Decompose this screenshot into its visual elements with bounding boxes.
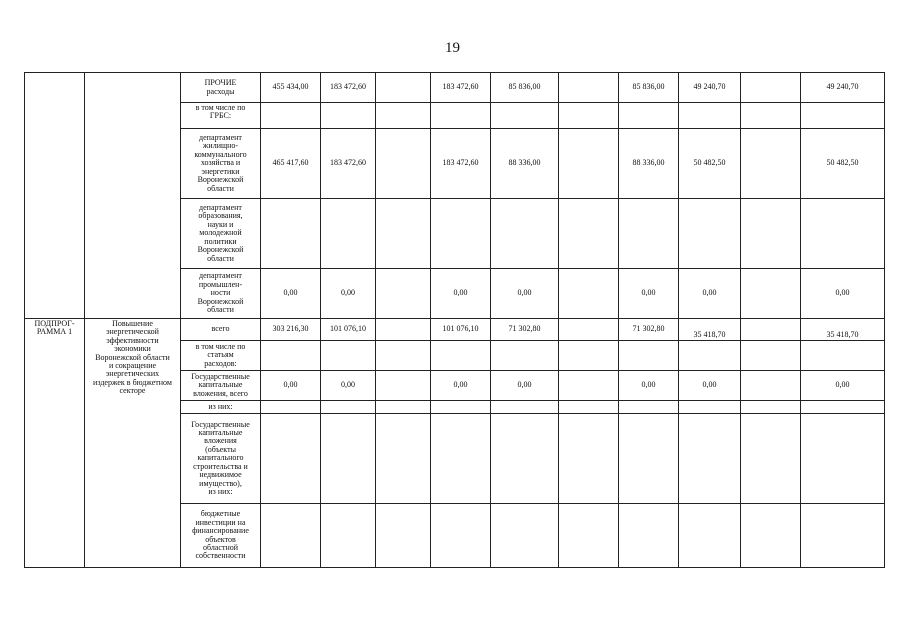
value-cell: 101 076,10 bbox=[321, 319, 376, 341]
value-cell bbox=[431, 401, 491, 414]
value-cell: 0,00 bbox=[801, 269, 885, 319]
value-cell: 0,00 bbox=[261, 371, 321, 401]
value-cell: 0,00 bbox=[619, 371, 679, 401]
value-cell bbox=[679, 199, 741, 269]
value-cell bbox=[559, 504, 619, 568]
value-cell: 0,00 bbox=[491, 371, 559, 401]
value-cell bbox=[321, 401, 376, 414]
value-cell bbox=[559, 199, 619, 269]
value-cell bbox=[741, 129, 801, 199]
value-cell bbox=[619, 341, 679, 371]
value-cell bbox=[619, 199, 679, 269]
value-cell: 455 434,00 bbox=[261, 73, 321, 103]
value-cell bbox=[431, 504, 491, 568]
value-cell bbox=[619, 414, 679, 504]
value-cell bbox=[376, 129, 431, 199]
value-cell bbox=[801, 103, 885, 129]
value-cell: 183 472,60 bbox=[321, 129, 376, 199]
row-label: департамент образования, науки и молодежной политики Воронежской области bbox=[181, 199, 261, 269]
value-cell: 88 336,00 bbox=[619, 129, 679, 199]
value-cell: 0,00 bbox=[261, 269, 321, 319]
value-cell: 85 836,00 bbox=[619, 73, 679, 103]
value-cell bbox=[376, 199, 431, 269]
value-cell bbox=[559, 414, 619, 504]
value-cell bbox=[321, 341, 376, 371]
value-cell bbox=[491, 414, 559, 504]
value-cell bbox=[261, 414, 321, 504]
value-cell: 35 418,70 bbox=[801, 319, 885, 341]
value-cell: 183 472,60 bbox=[321, 73, 376, 103]
subprogram-title: Повышение энергетической эффективности экономики Воронежской области и сокращение энергетических издержек в бюджетном секторе bbox=[85, 319, 181, 568]
row-label: департамент промышлен- ности Воронежской области bbox=[181, 269, 261, 319]
table-row bbox=[25, 73, 885, 103]
row-label: ПРОЧИЕ расходы bbox=[181, 73, 261, 103]
value-cell bbox=[679, 103, 741, 129]
value-cell bbox=[679, 414, 741, 504]
value-cell bbox=[321, 199, 376, 269]
value-cell: 0,00 bbox=[679, 371, 741, 401]
value-cell bbox=[321, 504, 376, 568]
value-cell bbox=[679, 504, 741, 568]
value-cell bbox=[619, 103, 679, 129]
value-cell bbox=[261, 103, 321, 129]
value-cell bbox=[801, 504, 885, 568]
row-label: Государственные капитальные вложения (объекты капитального строительства и недвижимое имущество), из них: bbox=[181, 414, 261, 504]
value-cell bbox=[431, 341, 491, 371]
value-cell bbox=[261, 199, 321, 269]
value-cell bbox=[741, 414, 801, 504]
value-cell: 50 482,50 bbox=[679, 129, 741, 199]
row-label: в том числе по ГРБС: bbox=[181, 103, 261, 129]
value-cell bbox=[431, 103, 491, 129]
subprogram-code: ПОДПРОГ- РАММА 1 bbox=[25, 319, 85, 568]
value-cell bbox=[801, 414, 885, 504]
empty-code-cell bbox=[25, 73, 85, 319]
value-cell bbox=[559, 319, 619, 341]
value-cell bbox=[619, 504, 679, 568]
value-cell: 71 302,80 bbox=[491, 319, 559, 341]
value-cell bbox=[491, 199, 559, 269]
value-cell bbox=[376, 414, 431, 504]
value-cell bbox=[431, 414, 491, 504]
empty-name-cell bbox=[85, 73, 181, 319]
value-cell: 183 472,60 bbox=[431, 73, 491, 103]
value-cell: 50 482,50 bbox=[801, 129, 885, 199]
value-cell bbox=[376, 103, 431, 129]
value-cell bbox=[559, 103, 619, 129]
value-cell bbox=[559, 73, 619, 103]
value-cell: 49 240,70 bbox=[679, 73, 741, 103]
row-label: всего bbox=[181, 319, 261, 341]
value-cell bbox=[559, 401, 619, 414]
value-cell: 49 240,70 bbox=[801, 73, 885, 103]
value-cell: 0,00 bbox=[491, 269, 559, 319]
page-number: 19 bbox=[445, 40, 460, 56]
value-cell: 465 417,60 bbox=[261, 129, 321, 199]
value-cell bbox=[741, 103, 801, 129]
value-cell bbox=[321, 414, 376, 504]
value-cell bbox=[741, 504, 801, 568]
value-cell bbox=[679, 401, 741, 414]
value-cell bbox=[801, 401, 885, 414]
value-cell bbox=[261, 504, 321, 568]
value-cell: 71 302,80 bbox=[619, 319, 679, 341]
value-cell bbox=[376, 319, 431, 341]
value-cell bbox=[741, 341, 801, 371]
value-cell bbox=[491, 103, 559, 129]
row-label: Государственные капитальные вложения, всего bbox=[181, 371, 261, 401]
value-cell bbox=[801, 341, 885, 371]
value-cell: 183 472,60 bbox=[431, 129, 491, 199]
value-cell bbox=[376, 73, 431, 103]
row-label: из них: bbox=[181, 401, 261, 414]
value-cell bbox=[559, 269, 619, 319]
value-cell: 101 076,10 bbox=[431, 319, 491, 341]
value-cell: 0,00 bbox=[321, 371, 376, 401]
value-cell bbox=[741, 371, 801, 401]
value-cell: 303 216,30 bbox=[261, 319, 321, 341]
value-cell bbox=[491, 341, 559, 371]
value-cell: 85 836,00 bbox=[491, 73, 559, 103]
value-cell bbox=[491, 401, 559, 414]
value-cell bbox=[741, 319, 801, 341]
value-cell bbox=[741, 73, 801, 103]
value-cell bbox=[559, 371, 619, 401]
value-cell bbox=[376, 341, 431, 371]
value-cell bbox=[376, 504, 431, 568]
row-label: в том числе по статьям расходов: bbox=[181, 341, 261, 371]
budget-table bbox=[24, 72, 885, 568]
row-label: бюджетные инвестиции на финансирование объектов областной собственности bbox=[181, 504, 261, 568]
value-cell bbox=[261, 401, 321, 414]
value-cell bbox=[741, 199, 801, 269]
value-cell: 35 418,70 bbox=[679, 319, 741, 341]
value-cell bbox=[491, 504, 559, 568]
value-cell bbox=[741, 269, 801, 319]
value-cell bbox=[679, 341, 741, 371]
value-cell: 0,00 bbox=[431, 371, 491, 401]
value-cell: 0,00 bbox=[431, 269, 491, 319]
value-cell bbox=[376, 269, 431, 319]
value-cell bbox=[376, 371, 431, 401]
value-cell bbox=[261, 341, 321, 371]
value-cell: 0,00 bbox=[801, 371, 885, 401]
value-cell bbox=[619, 401, 679, 414]
value-cell: 0,00 bbox=[679, 269, 741, 319]
value-cell: 88 336,00 bbox=[491, 129, 559, 199]
value-cell bbox=[559, 129, 619, 199]
value-cell: 0,00 bbox=[321, 269, 376, 319]
value-cell bbox=[431, 199, 491, 269]
value-cell: 0,00 bbox=[619, 269, 679, 319]
value-cell bbox=[321, 103, 376, 129]
value-cell bbox=[559, 341, 619, 371]
table-row bbox=[25, 319, 885, 341]
value-cell bbox=[801, 199, 885, 269]
value-cell bbox=[741, 401, 801, 414]
value-cell bbox=[376, 401, 431, 414]
row-label: департамент жилищно- коммунального хозяйства и энергетики Воронежской области bbox=[181, 129, 261, 199]
